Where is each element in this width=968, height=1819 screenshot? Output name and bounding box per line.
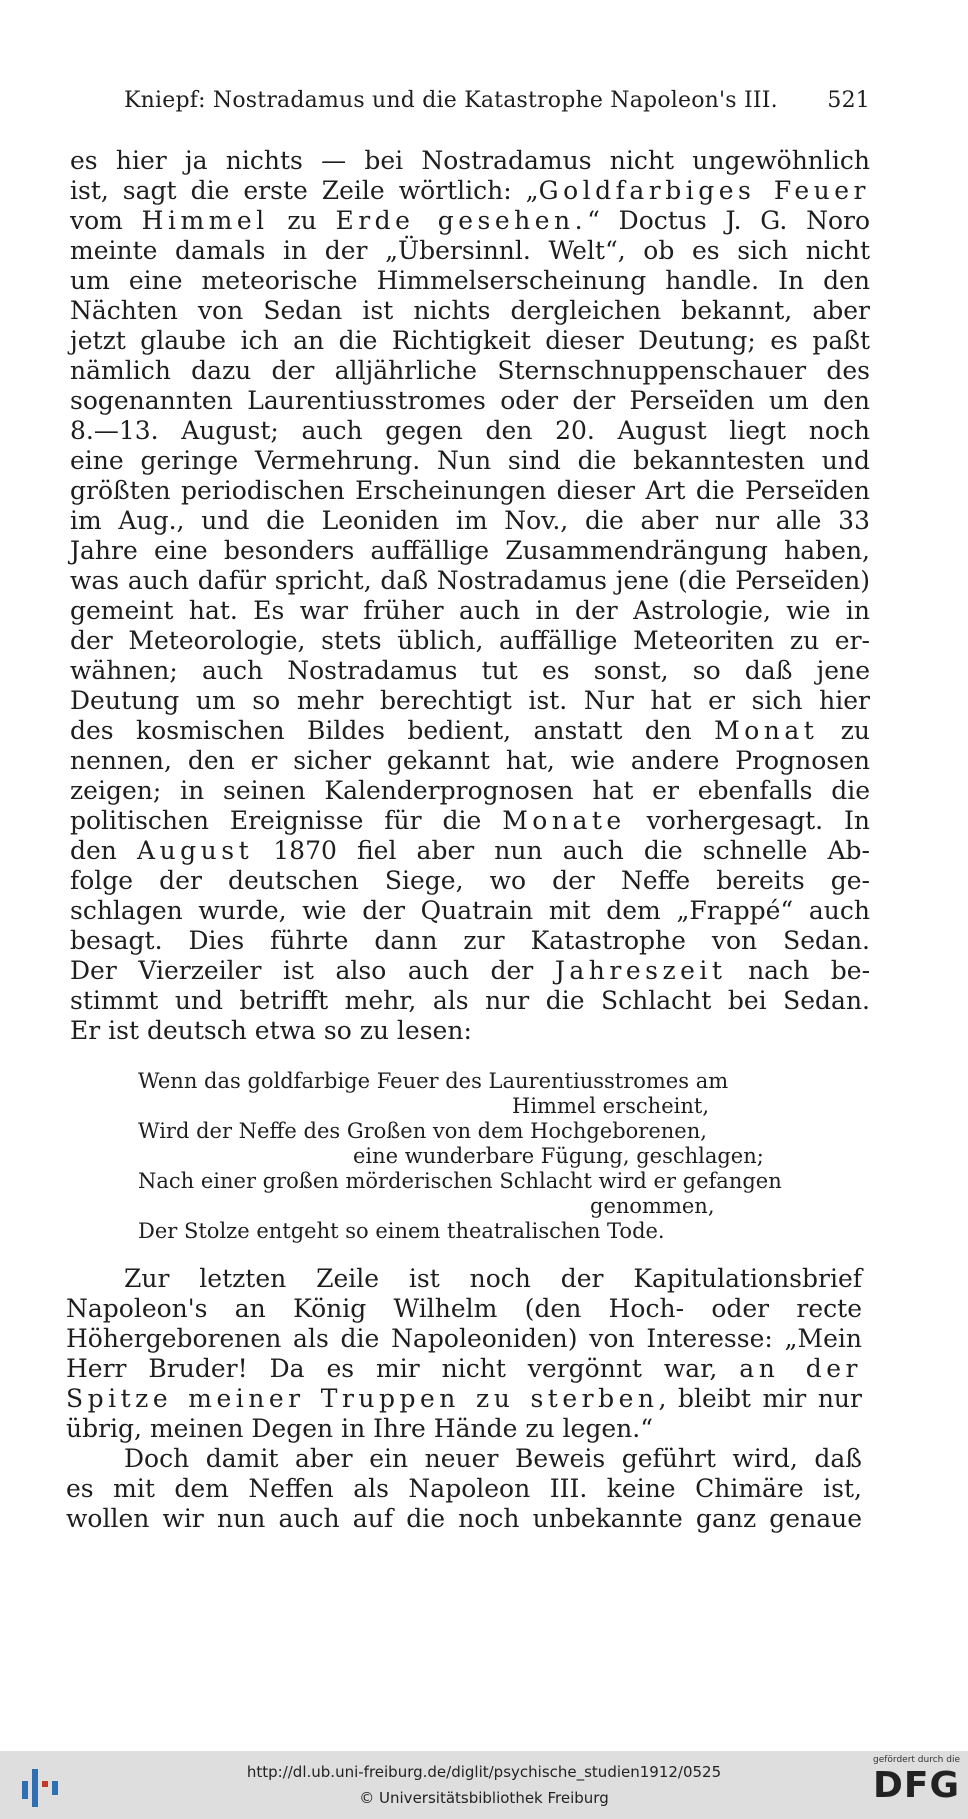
- text-line: eine geringe Vermehrung. Nun sind die bekanntesten und: [70, 446, 870, 475]
- text-line: nennen, den er sicher gekannt hat, wie andere Prognosen: [70, 746, 870, 775]
- text-line: Deutung um so mehr berechtigt ist. Nur hat er sich hier: [70, 686, 870, 715]
- dfg-wordmark: DFG: [872, 1765, 960, 1806]
- text-line: Er ist deutsch etwa so zu lesen:: [70, 1016, 472, 1045]
- verse-line: Himmel erscheint,: [512, 1094, 709, 1118]
- text-line: [66, 1264, 862, 1294]
- text-line: 8.—13. August; auch gegen den 20. August liegt noch: [70, 416, 870, 445]
- spaced-text: Goldfarbiges Feuer: [538, 176, 870, 205]
- text-line: [70, 956, 870, 986]
- text-line: Jahre eine besonders auffällige Zusammendrängung haben,: [70, 536, 870, 565]
- text-line: [70, 806, 870, 836]
- text-line: besagt. Dies führte dann zur Katastrophe von Sedan.: [70, 926, 870, 955]
- text-line: jetzt glaube ich an die Richtigkeit dieser Deutung; es paßt: [70, 326, 870, 355]
- verse-line: Wenn das goldfarbige Feuer des Laurentiusstromes am: [138, 1069, 729, 1093]
- text-line: zeigen; in seinen Kalenderprognosen hat er ebenfalls die: [70, 776, 870, 805]
- text-span: 1870 fiel aber nun auch die schnelle Ab-: [273, 836, 871, 865]
- paragraph-1: [70, 146, 870, 1046]
- text-line: [70, 176, 870, 206]
- running-title: Kniepf: Nostradamus und die Katastrophe Napoleon's III.: [124, 88, 778, 113]
- text-line: [66, 1384, 862, 1414]
- spaced-text: Monat: [714, 716, 819, 745]
- text-line: Napoleon's an König Wilhelm (den Hoch- oder recte: [66, 1294, 862, 1323]
- text-span: Zur letzten Zeile ist noch der Kapitulationsbrief: [124, 1264, 862, 1293]
- text-line: der Meteorologie, stets üblich, auffällige Meteoriten zu er-: [70, 626, 870, 655]
- text-line: im Aug., und die Leoniden im Nov., die aber nur alle 33: [70, 506, 870, 535]
- text-line: nämlich dazu der alljährliche Sternschnuppenschauer des: [70, 356, 870, 385]
- text-line: wollen wir nun auch auf die noch unbekannte ganz genaue: [66, 1504, 862, 1533]
- text-line: es mit dem Neffen als Napoleon III. keine Chimäre ist,: [66, 1474, 862, 1503]
- text-line: gemeint hat. Es war früher auch in der Astrologie, wie in: [70, 596, 870, 625]
- footer-copyright: © Universitätsbibliothek Freiburg: [359, 1789, 609, 1807]
- text-line: um eine meteorische Himmelserscheinung handle. In den: [70, 266, 870, 295]
- text-span: zu: [287, 206, 317, 235]
- text-span: “ Doctus J. G. Noro: [587, 206, 870, 235]
- page-number: 521: [827, 88, 870, 113]
- verse-line: Der Stolze entgeht so einem theatralischen Tode.: [138, 1219, 665, 1243]
- text-span: den: [70, 836, 117, 865]
- verse-line: Nach einer großen mörderischen Schlacht wird er gefangen: [138, 1169, 782, 1193]
- spaced-text: Monate: [502, 806, 626, 835]
- text-span: , bleibt mir nur: [658, 1384, 862, 1413]
- text-line: Höhergeborenen als die Napoleoniden) von Interesse: „Mein: [66, 1324, 862, 1353]
- spaced-text: Himmel: [141, 206, 269, 235]
- text-span: vom: [70, 206, 123, 235]
- spaced-text: Spitze meiner Truppen zu sterben: [66, 1384, 659, 1413]
- text-span: zu: [840, 716, 871, 745]
- text-line: es hier ja nichts — bei Nostradamus nicht ungewöhnlich: [70, 146, 870, 175]
- text-span: Der Vierzeiler ist also auch der: [70, 956, 534, 985]
- text-line: [70, 836, 870, 866]
- text-line: was auch dafür spricht, daß Nostradamus jene (die Perseïden): [70, 566, 870, 595]
- verse-line: genommen,: [590, 1194, 715, 1218]
- verse-line: Wird der Neffe des Großen von dem Hochgeborenen,: [138, 1119, 707, 1143]
- spaced-text: August: [137, 836, 254, 865]
- text-line: Nächten von Sedan ist nichts dergleichen bekannt, aber: [70, 296, 870, 325]
- text-line: wähnen; auch Nostradamus tut es sonst, so daß jene: [70, 656, 870, 685]
- text-span: Doch damit aber ein neuer Beweis geführt wird, daß: [124, 1444, 862, 1473]
- verse-line: eine wunderbare Fügung, geschlagen;: [353, 1144, 764, 1168]
- spaced-text: Erde gesehen.: [335, 206, 588, 235]
- text-span: vorhergesagt. In: [646, 806, 870, 835]
- text-span: politischen Ereignisse für die: [70, 806, 482, 835]
- footer-url-link[interactable]: http://dl.ub.uni-freiburg.de/diglit/psychische_studien1912/0525: [246, 1763, 722, 1781]
- spaced-text: an der: [739, 1354, 862, 1383]
- text-span: ist, sagt die erste Zeile wörtlich: „: [70, 176, 539, 205]
- paragraph-2: [66, 1264, 862, 1444]
- text-span: nach be-: [748, 956, 871, 985]
- text-line: [70, 206, 870, 236]
- dfg-caption: gefördert durch die: [873, 1755, 960, 1765]
- text-line: schlagen wurde, wie der Quatrain mit dem „Frappé“ auch: [70, 896, 870, 925]
- text-line: [70, 716, 870, 746]
- text-line: [66, 1354, 862, 1384]
- spaced-text: Jahreszeit: [554, 956, 727, 985]
- text-line: stimmt und betrifft mehr, als nur die Schlacht bei Sedan.: [70, 986, 870, 1015]
- text-span: des kosmischen Bildes bedient, anstatt den: [70, 716, 692, 745]
- paragraph-3: [66, 1444, 862, 1534]
- running-header: [124, 88, 870, 113]
- text-line: sogenannten Laurentiusstromes oder der Perseïden um den: [70, 386, 870, 415]
- text-span: Herr Bruder! Da es mir nicht vergönnt war,: [66, 1354, 718, 1383]
- text-line: meinte damals in der „Übersinnl. Welt“, ob es sich nicht: [70, 236, 870, 265]
- text-line: größten periodischen Erscheinungen dieser Art die Perseïden: [70, 476, 870, 505]
- text-line: folge der deutschen Siege, wo der Neffe bereits ge-: [70, 866, 870, 895]
- verse-quatrain: [138, 1069, 844, 1244]
- text-line: [66, 1444, 862, 1474]
- viewer-footer: [0, 1751, 968, 1819]
- dfg-logo: [848, 1755, 960, 1815]
- text-line: übrig, meinen Degen in Ihre Hände zu legen.“: [66, 1414, 653, 1443]
